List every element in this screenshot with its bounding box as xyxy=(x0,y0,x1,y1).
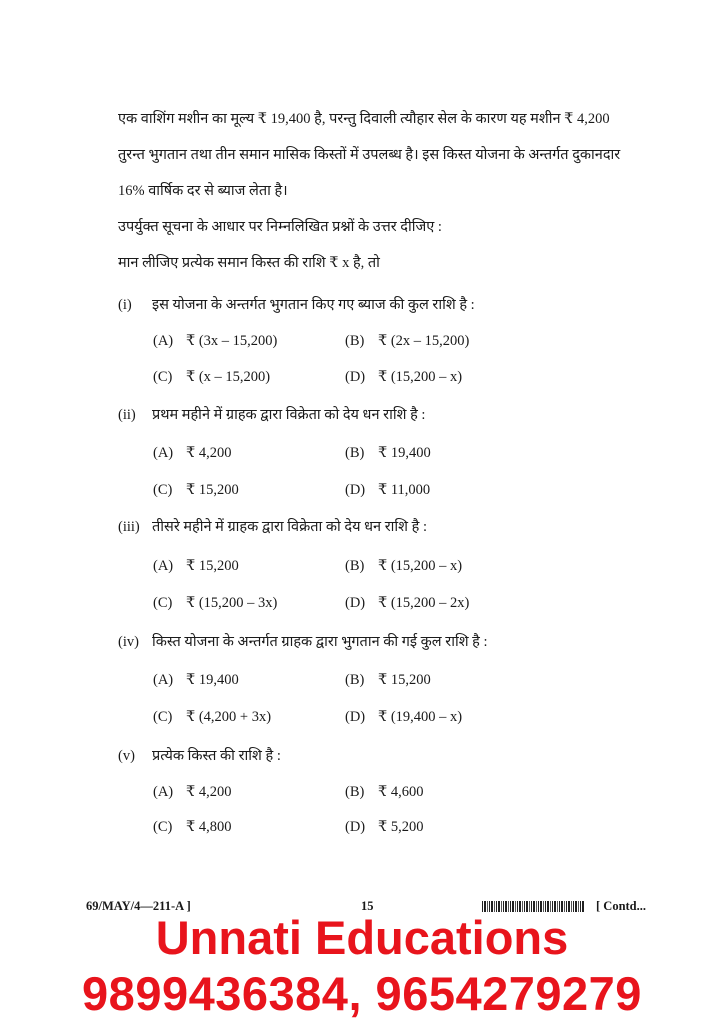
option-letter: (B) xyxy=(345,558,365,574)
question-label: (i) xyxy=(118,297,132,313)
option-value: ₹ 15,200 xyxy=(186,482,239,498)
option-letter: (C) xyxy=(153,709,173,725)
option-letter: (A) xyxy=(153,445,174,461)
intro-line-2: तुरन्त भुगतान तथा तीन समान मासिक किस्तों में उपलब्ध है। इस किस्त योजना के अन्तर्गत दुकानदार xyxy=(118,147,621,163)
option-value: ₹ (x – 15,200) xyxy=(186,369,271,385)
option-letter: (C) xyxy=(153,369,173,385)
instruction-text: उपर्युक्त सूचना के आधार पर निम्नलिखित प्रश्नों के उत्तर दीजिए : xyxy=(118,219,442,235)
option-value: ₹ 15,200 xyxy=(378,672,431,688)
option-letter: (A) xyxy=(153,333,174,349)
option-letter: (B) xyxy=(345,784,365,800)
question-label: (ii) xyxy=(118,407,136,423)
paper-code: 69/MAY/4—211-A ] xyxy=(86,899,191,913)
intro-line-3: 16% वार्षिक दर से ब्याज लेता है। xyxy=(118,183,288,199)
option-value: ₹ (2x – 15,200) xyxy=(378,333,470,349)
option-value: ₹ 19,400 xyxy=(186,672,239,688)
option-value: ₹ (4,200 + 3x) xyxy=(186,709,272,725)
option-value: ₹ 4,200 xyxy=(186,445,232,461)
option-letter: (A) xyxy=(153,784,174,800)
option-value: ₹ (15,200 – 3x) xyxy=(186,595,278,611)
option-letter: (B) xyxy=(345,672,365,688)
promo-phone-numbers: 9899436384, 9654279279 xyxy=(82,967,642,1020)
option-letter: (B) xyxy=(345,445,365,461)
promo-brand-name: Unnati Educations xyxy=(155,911,569,964)
option-letter: (D) xyxy=(345,369,366,385)
option-value: ₹ 5,200 xyxy=(378,819,424,835)
question-text: तीसरे महीने में ग्राहक द्वारा विक्रेता को देय धन राशि है : xyxy=(152,519,427,535)
option-value: ₹ 11,000 xyxy=(378,482,431,498)
option-value: ₹ 4,800 xyxy=(186,819,232,835)
option-letter: (B) xyxy=(345,333,365,349)
option-letter: (D) xyxy=(345,819,366,835)
option-value: ₹ (15,200 – x) xyxy=(378,369,463,385)
question-label: (v) xyxy=(118,748,135,764)
option-letter: (D) xyxy=(345,482,366,498)
option-value: ₹ 4,600 xyxy=(378,784,424,800)
question-text: इस योजना के अन्तर्गत भुगतान किए गए ब्याज की कुल राशि है : xyxy=(152,297,475,313)
question-label: (iii) xyxy=(118,519,140,535)
question-text: प्रथम महीने में ग्राहक द्वारा विक्रेता को देय धन राशि है : xyxy=(152,407,426,423)
option-value: ₹ (3x – 15,200) xyxy=(186,333,278,349)
option-letter: (C) xyxy=(153,595,173,611)
option-letter: (D) xyxy=(345,595,366,611)
option-value: ₹ 15,200 xyxy=(186,558,239,574)
option-value: ₹ 4,200 xyxy=(186,784,232,800)
page-number: 15 xyxy=(361,899,374,913)
option-value: ₹ (15,200 – 2x) xyxy=(378,595,470,611)
intro-line-1: एक वाशिंग मशीन का मूल्य ₹ 19,400 है, परन्तु दिवाली त्यौहार सेल के कारण यह मशीन ₹ 4,200 xyxy=(118,111,610,127)
option-value: ₹ (19,400 – x) xyxy=(378,709,463,725)
question-label: (iv) xyxy=(118,634,139,650)
option-value: ₹ 19,400 xyxy=(378,445,431,461)
option-letter: (D) xyxy=(345,709,366,725)
assumption-text: मान लीजिए प्रत्येक समान किस्त की राशि ₹ x है, तो xyxy=(118,255,380,271)
option-letter: (C) xyxy=(153,482,173,498)
option-letter: (C) xyxy=(153,819,173,835)
question-text: प्रत्येक किस्त की राशि है : xyxy=(152,748,281,764)
option-value: ₹ (15,200 – x) xyxy=(378,558,463,574)
question-text: किस्त योजना के अन्तर्गत ग्राहक द्वारा भुगतान की गई कुल राशि है : xyxy=(152,634,488,650)
option-letter: (A) xyxy=(153,672,174,688)
continued-label: [ Contd... xyxy=(596,899,647,913)
option-letter: (A) xyxy=(153,558,174,574)
